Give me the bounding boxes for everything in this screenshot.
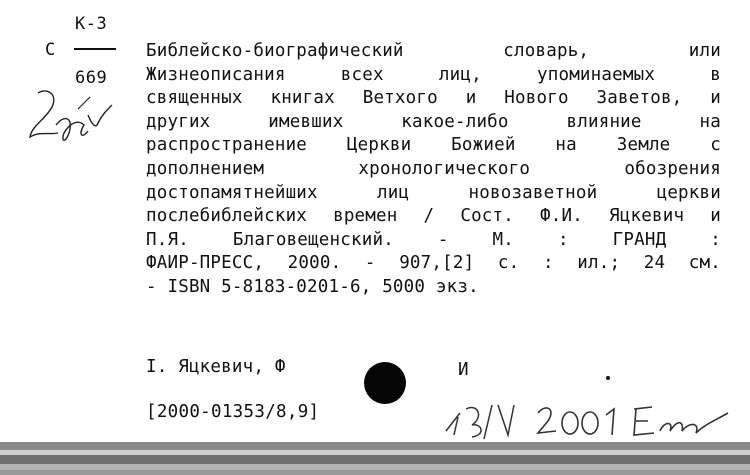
stray-dot bbox=[606, 376, 610, 380]
description-line: ФАИР-ПРЕСС, 2000. - 907,[2] с. : ил.; 24 см. bbox=[146, 253, 721, 274]
record-number: [2000-01353/8,9] bbox=[146, 402, 320, 422]
shelf-number: 669 bbox=[75, 68, 108, 88]
description-line: других имевших какое-либо влияние на bbox=[146, 111, 721, 132]
description-line: Библейско-биографический словарь, или bbox=[146, 41, 721, 61]
description-line: послебиблейских времен / Сост. Ф.И. Яцкевич и bbox=[146, 206, 721, 227]
shelf-prefix: С bbox=[45, 40, 56, 60]
shelf-series: К-3 bbox=[75, 14, 108, 34]
shelf-divider bbox=[74, 48, 116, 50]
bibliographic-description bbox=[146, 40, 721, 300]
heading-initial: И bbox=[458, 360, 470, 380]
description-line: дополнением хронологического обозрения bbox=[146, 158, 721, 179]
handwritten-date-signature bbox=[438, 395, 738, 445]
description-line: - ISBN 5-8183-0201-6, 5000 экз. bbox=[146, 276, 479, 297]
description-line: священных книгах Ветхого и Нового Заветов, и bbox=[146, 88, 721, 109]
scan-edge-noise bbox=[0, 440, 750, 475]
heading-entry: I. Яцкевич, Ф bbox=[146, 357, 286, 377]
handwritten-left-mark bbox=[18, 85, 118, 155]
punch-hole bbox=[364, 362, 406, 404]
description-line: П.Я. Благовещенский. - М. : ГРАНД : bbox=[146, 229, 721, 250]
description-line: достопамятнейших лиц новозаветной церкви bbox=[146, 182, 721, 203]
description-line: распространение Церкви Божией на Земле с bbox=[146, 135, 721, 156]
description-line: Жизнеописания всех лиц, упоминаемых в bbox=[146, 64, 721, 85]
